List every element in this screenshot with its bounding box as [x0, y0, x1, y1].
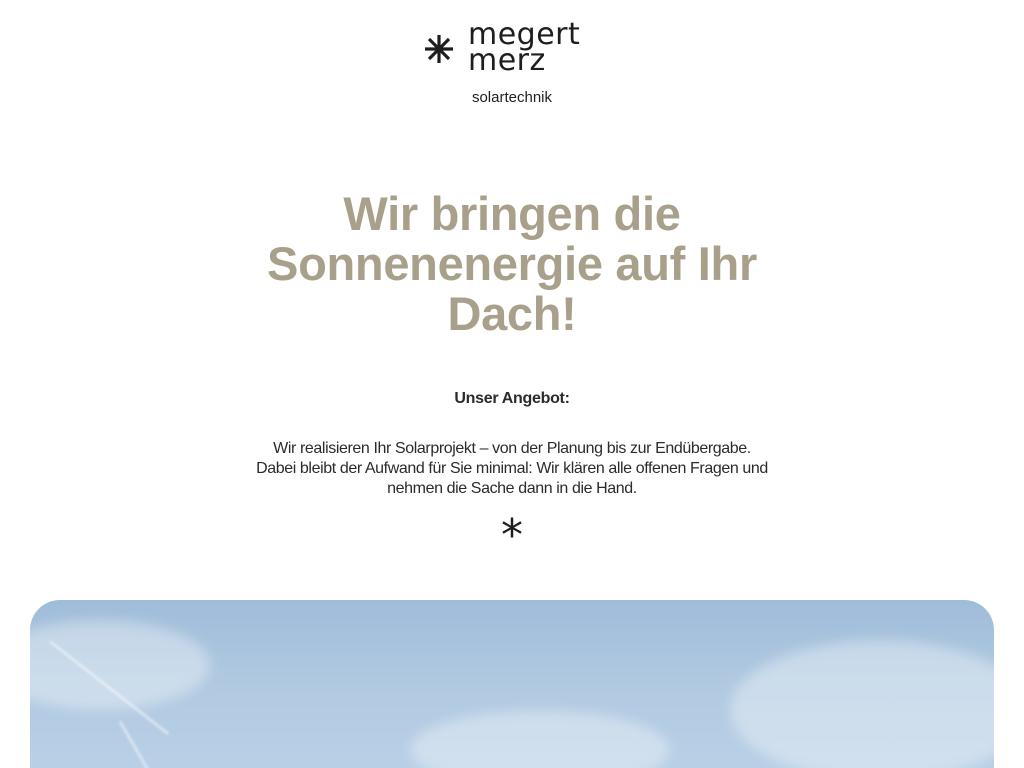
- hero-title: Wir bringen die Sonnenenergie auf Ihr Dach!: [267, 187, 757, 340]
- offer-line-1: Wir realisieren Ihr Solarprojekt – von der Planung bis zur Endübergabe.: [273, 440, 751, 457]
- offer-line-3: nehmen die Sache dann in die Hand.: [387, 480, 637, 497]
- cloud: [410, 710, 670, 768]
- offer-heading: Unser Angebot:: [454, 390, 570, 407]
- divider-asterisk-icon: *: [501, 510, 523, 561]
- cloud: [730, 640, 994, 768]
- site-header: [0, 0, 1024, 120]
- brand-name-line1: megert: [468, 17, 581, 52]
- hero-sky-image: [30, 600, 994, 768]
- brand-tagline: solartechnik: [471, 89, 553, 106]
- offer-line-2: Dabei bleibt der Aufwand für Sie minimal: Wir klären alle offenen Fragen und: [256, 460, 768, 477]
- asterisk-icon: [424, 34, 454, 64]
- offer-description: [232, 439, 792, 499]
- contrail: [119, 721, 162, 768]
- brand-logo[interactable]: [422, 18, 602, 78]
- brand-name-line2: merz: [468, 43, 546, 78]
